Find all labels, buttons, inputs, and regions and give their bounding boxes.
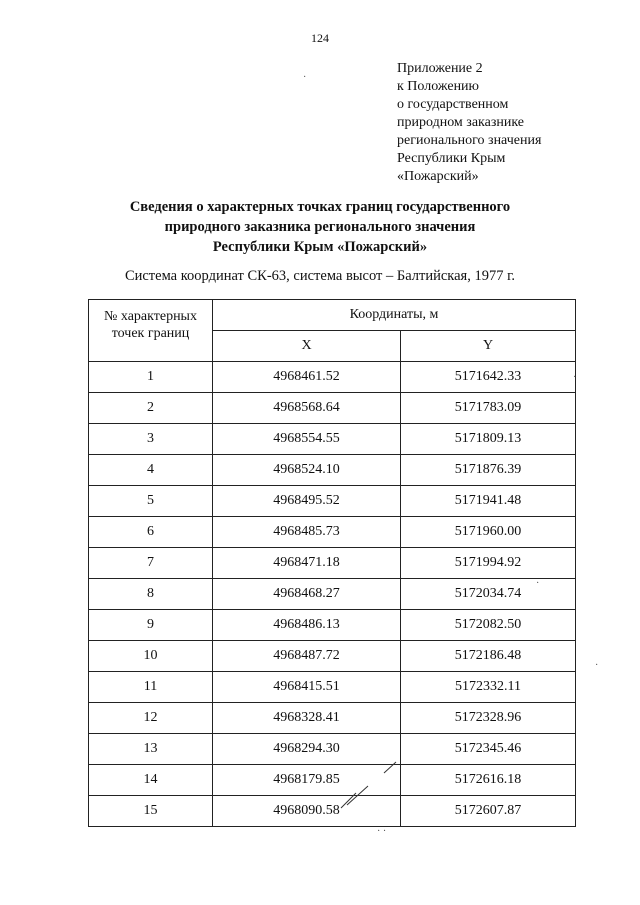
y-coordinate-cell: 5171941.48 (401, 486, 576, 517)
point-header-line: № характерных (104, 309, 197, 324)
coordinates-table (88, 299, 576, 827)
x-coordinate-cell: 4968471.18 (213, 548, 401, 579)
annex-line: «Пожарский» (397, 169, 479, 184)
table-row (89, 424, 576, 455)
point-number-cell: 10 (89, 641, 213, 672)
x-coordinate-cell: 4968568.64 (213, 393, 401, 424)
x-coordinate-cell: 4968294.30 (213, 734, 401, 765)
table-row (89, 579, 576, 610)
x-coordinate-cell: 4968328.41 (213, 703, 401, 734)
x-coordinate-cell: 4968554.55 (213, 424, 401, 455)
table-row (89, 486, 576, 517)
y-coordinate-cell: 5172186.48 (401, 641, 576, 672)
scan-speck: · (595, 660, 599, 671)
coordinates-header: Координаты, м (213, 300, 576, 331)
table-row (89, 703, 576, 734)
y-coordinate-cell: 5171960.00 (401, 517, 576, 548)
point-number-cell: 11 (89, 672, 213, 703)
annex-line: регионального значения (397, 133, 542, 148)
x-coordinate-cell: 4968495.52 (213, 486, 401, 517)
point-number-cell: 6 (89, 517, 213, 548)
point-number-cell: 3 (89, 424, 213, 455)
point-number-cell: 9 (89, 610, 213, 641)
x-coordinate-cell: 4968468.27 (213, 579, 401, 610)
y-coordinate-cell: 5171809.13 (401, 424, 576, 455)
table-row (89, 672, 576, 703)
annex-line: природном заказнике (397, 115, 525, 130)
point-number-cell: 14 (89, 765, 213, 796)
page-number: 124 (311, 31, 329, 45)
point-number-cell: 1 (89, 362, 213, 393)
y-coordinate-cell: 5172616.18 (401, 765, 576, 796)
point-header-line: точек границ (111, 326, 190, 341)
point-number-cell: 4 (89, 455, 213, 486)
point-number-cell: 2 (89, 393, 213, 424)
table-row (89, 548, 576, 579)
x-coordinate-cell: 4968485.73 (213, 517, 401, 548)
annex-line: о государственном (397, 97, 509, 112)
table-body (89, 362, 576, 827)
annex-block (397, 60, 541, 186)
table-row (89, 362, 576, 393)
scan-speck: · (536, 578, 540, 589)
y-coordinate-cell: 5172328.96 (401, 703, 576, 734)
y-coordinate-cell: 5171783.09 (401, 393, 576, 424)
y-coordinate-cell: 5172332.11 (401, 672, 576, 703)
point-number-header (89, 300, 213, 362)
y-coordinate-cell: 5171994.92 (401, 548, 576, 579)
table-row (89, 734, 576, 765)
title-line: Сведения о характерных точках границ государственного (129, 199, 511, 215)
table-row (89, 796, 576, 827)
x-column-header: X (213, 331, 401, 362)
point-number-cell: 12 (89, 703, 213, 734)
document-title (0, 197, 640, 257)
y-coordinate-cell: 5172082.50 (401, 610, 576, 641)
y-coordinate-cell: 5171876.39 (401, 455, 576, 486)
annex-line: к Положению (397, 79, 480, 94)
coordinate-system-note: Система координат СК-63, система высот – Балтийская, 1977 г. (124, 268, 516, 284)
point-number-cell: 7 (89, 548, 213, 579)
y-column-header: Y (401, 331, 576, 362)
x-coordinate-cell: 4968179.85 (213, 765, 401, 796)
point-number-cell: 15 (89, 796, 213, 827)
point-number-cell: 5 (89, 486, 213, 517)
table-row (89, 610, 576, 641)
x-coordinate-cell: 4968090.58 (213, 796, 401, 827)
title-line: Республики Крым «Пожарский» (212, 239, 428, 255)
y-coordinate-cell: 5172345.46 (401, 734, 576, 765)
annex-line: Республики Крым (397, 151, 506, 166)
title-line: природного заказника регионального значения (164, 219, 476, 235)
scan-speck: · (303, 72, 307, 83)
x-coordinate-cell: 4968415.51 (213, 672, 401, 703)
table-row (89, 517, 576, 548)
x-coordinate-cell: 4968524.10 (213, 455, 401, 486)
x-coordinate-cell: 4968461.52 (213, 362, 401, 393)
scan-speck: · · (377, 826, 387, 837)
table-row (89, 455, 576, 486)
y-coordinate-cell: 5172034.74 (401, 579, 576, 610)
point-number-cell: 13 (89, 734, 213, 765)
scan-speck: · (573, 372, 577, 383)
y-coordinate-cell: 5171642.33 (401, 362, 576, 393)
table-row (89, 765, 576, 796)
x-coordinate-cell: 4968487.72 (213, 641, 401, 672)
x-coordinate-cell: 4968486.13 (213, 610, 401, 641)
point-number-cell: 8 (89, 579, 213, 610)
y-coordinate-cell: 5172607.87 (401, 796, 576, 827)
annex-line: Приложение 2 (397, 61, 483, 76)
table-row (89, 393, 576, 424)
table-row (89, 641, 576, 672)
